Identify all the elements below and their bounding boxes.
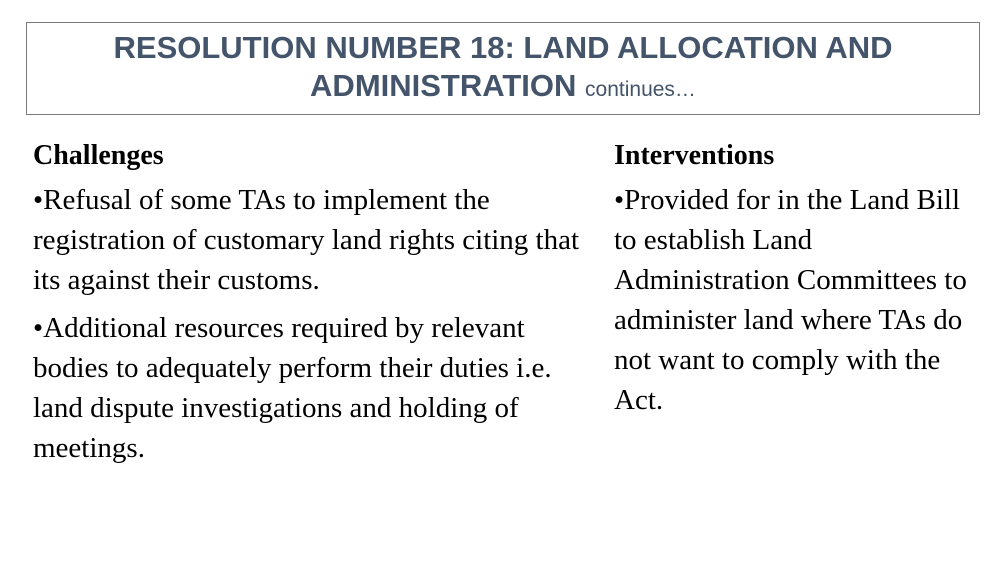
interventions-heading: Interventions [614,140,775,171]
title-suffix: continues… [585,77,696,101]
challenges-heading: Challenges [33,140,164,171]
title-line-2-text: ADMINISTRATION [310,67,577,103]
challenge-point-1: •Refusal of some TAs to implement the registration of customary land rights citing that its against their customs. [33,184,580,296]
challenge-point-2: •Additional resources required by relevant bodies to adequately perform their duties i.e. land dispute investigations and holding of meetings. [33,312,552,464]
title-line-2 [310,67,696,109]
interventions-column [614,134,984,428]
intervention-point-1: •Provided for in the Land Bill to establish Land Administration Committees to administer land where TAs do not want to comply with the Act. [614,184,967,416]
slide-title [26,22,980,115]
challenges-column [33,134,593,476]
title-line-1: RESOLUTION NUMBER 18: LAND ALLOCATION AND [113,29,893,65]
